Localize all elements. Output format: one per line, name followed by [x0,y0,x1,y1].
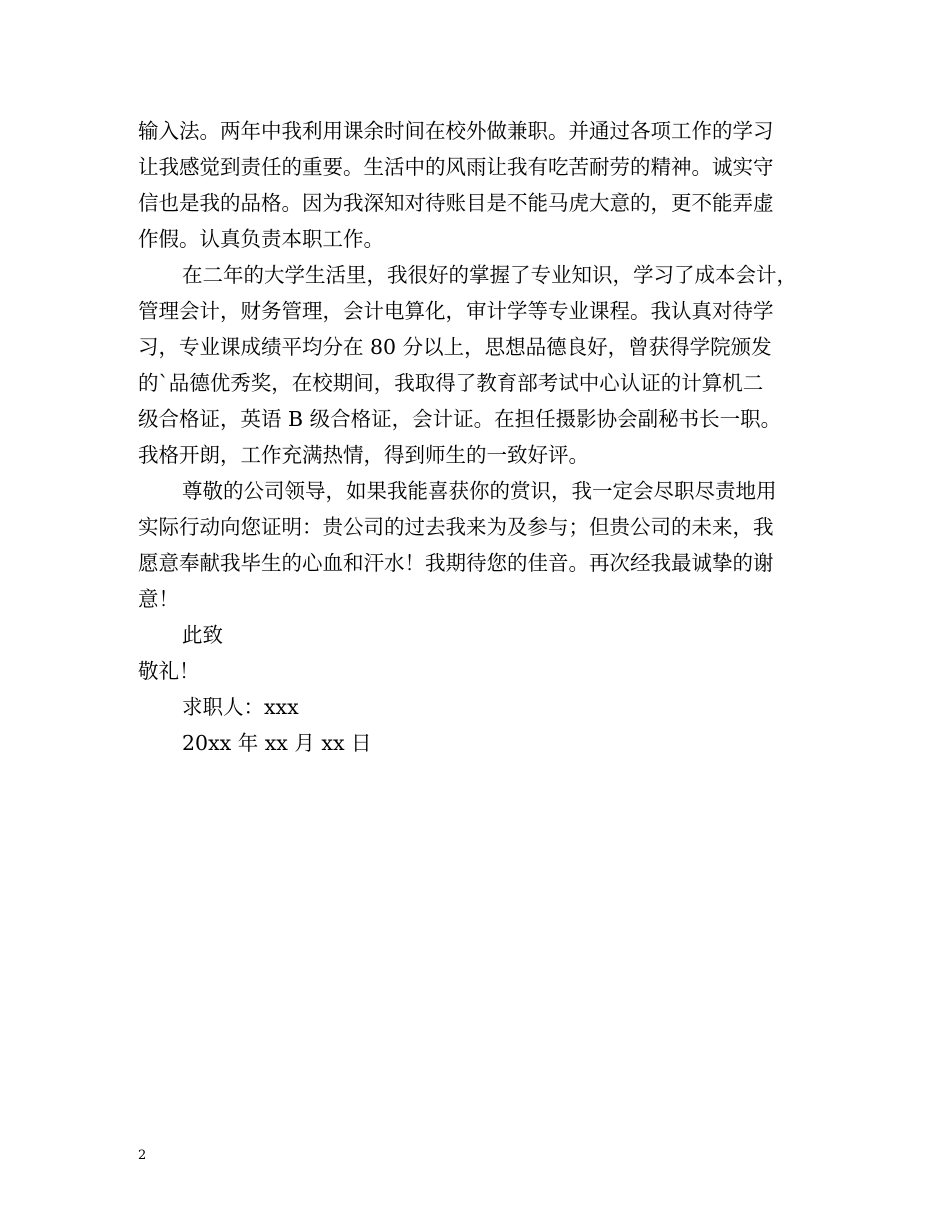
applicant-signature: 求职人：xxx [182,695,299,719]
letter-date: 20xx 年 xx 月 xx 日 [182,731,372,755]
paragraph-line: 输入法。两年中我利用课余时间在校外做兼职。并通过各项工作的学习 [138,119,774,143]
paragraph-line: 管理会计，财务管理，会计电算化，审计学等专业课程。我认真对待学 [138,299,774,323]
paragraph-line: 让我感觉到责任的重要。生活中的风雨让我有吃苦耐劳的精神。诚实守 [138,155,774,179]
letter-body [138,113,838,761]
paragraph-line: 实际行动向您证明：贵公司的过去我来为及参与；但贵公司的未来，我 [138,515,774,539]
salute-line: 敬礼！ [138,659,200,683]
paragraph-2 [138,257,838,473]
closing-line: 此致 [182,623,223,647]
paragraph-line: 在二年的大学生活里，我很好的掌握了专业知识，学习了成本会计， [182,263,797,287]
paragraph-line: 我格开朗，工作充满热情，得到师生的一致好评。 [138,443,589,467]
paragraph-line: 级合格证，英语 B 级合格证，会计证。在担任摄影协会副秘书长一职。 [138,407,782,431]
paragraph-line: 愿意奉献我毕生的心血和汗水！我期待您的佳音。再次经我最诚挚的谢 [138,551,774,575]
paragraph-line: 作假。认真负责本职工作。 [138,227,384,251]
paragraph-line: 信也是我的品格。因为我深知对待账目是不能马虎大意的，更不能弄虚 [138,191,774,215]
paragraph-line: 的`品德优秀奖，在校期间，我取得了教育部考试中心认证的计算机二 [138,371,764,395]
paragraph-line: 习，专业课成绩平均分在 80 分以上，思想品德良好，曾获得学院颁发 [138,335,772,359]
paragraph-line: 意！ [138,587,179,611]
page-number: 2 [138,1148,147,1163]
paragraph-line: 尊敬的公司领导，如果我能喜获你的赏识，我一定会尽职尽责地用 [182,479,777,503]
paragraph-1 [138,113,838,257]
paragraph-3 [138,473,838,617]
